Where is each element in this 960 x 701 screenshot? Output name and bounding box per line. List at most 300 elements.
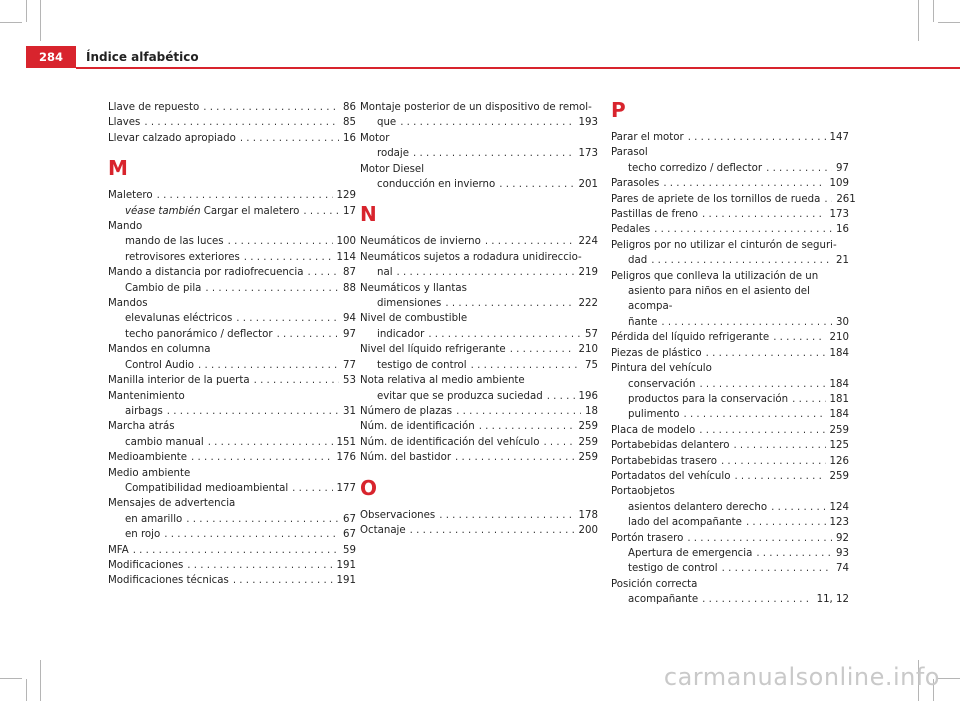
entry-heading: Mandos [108, 298, 148, 310]
entry-text [628, 592, 698, 607]
page-ref: 176 [336, 452, 356, 464]
entry-label: Cargar el maletero [203, 205, 300, 217]
index-entry [108, 204, 356, 219]
entry-heading: Nota relativa al medio ambiente [360, 375, 525, 387]
index-line [611, 192, 856, 207]
dot-leader [205, 281, 339, 296]
entry-text [628, 561, 718, 576]
index-entry [360, 146, 598, 161]
entry-text [360, 523, 406, 538]
index-entry [611, 407, 849, 422]
entry-text [108, 188, 153, 203]
index-entry [360, 234, 598, 249]
index-entry [108, 512, 356, 527]
index-line [108, 234, 356, 249]
index-entry [360, 373, 598, 388]
entry-text [377, 358, 467, 373]
entry-label: retrovisores exteriores [125, 251, 240, 263]
dot-leader [186, 512, 339, 527]
index-entry [108, 342, 356, 357]
entry-label: techo corredizo / deflector [628, 162, 763, 174]
index-entry [360, 311, 598, 326]
entry-label: Llevar calzado apropiado [108, 132, 236, 144]
dot-leader [445, 296, 574, 311]
page-ref: 129 [336, 190, 356, 202]
page-ref: 184 [829, 347, 849, 359]
section-letter: M [108, 156, 128, 181]
entry-text [108, 573, 229, 588]
index-column-3 [611, 98, 856, 608]
index-line [611, 346, 849, 361]
crop-mark [40, 0, 41, 41]
entry-text [125, 527, 160, 542]
page-ref: 85 [343, 117, 356, 129]
entry-text [628, 515, 742, 530]
entry-text [108, 131, 236, 146]
dot-leader [198, 358, 339, 373]
entry-heading: Motor [360, 132, 390, 144]
entry-label: Pérdida del líquido refrigerante [611, 332, 770, 344]
index-line [611, 469, 849, 484]
index-entry [108, 327, 356, 342]
entry-text [628, 407, 679, 422]
entry-label: ñante [628, 316, 658, 328]
entry-label: Núm. del bastidor [360, 452, 452, 464]
entry-label: Pares de apriete de los tornillos de rueda [611, 193, 821, 205]
index-line [108, 115, 356, 130]
index-line [611, 315, 849, 330]
entry-heading: Posición correcta [611, 578, 698, 590]
entry-text [628, 392, 788, 407]
index-entry [611, 346, 849, 361]
entry-label: Placa de modelo [611, 424, 696, 436]
index-entry [360, 162, 598, 177]
entry-label: Llave de repuesto [108, 102, 200, 113]
entry-text [628, 377, 695, 392]
index-entry [611, 207, 849, 222]
page-ref: 93 [836, 547, 849, 559]
index-entry [108, 188, 356, 203]
dot-leader [547, 389, 575, 404]
entry-text [108, 265, 303, 280]
index-entry [108, 131, 356, 146]
entry-label: Apertura de emergencia [628, 547, 753, 559]
page-ref: 97 [343, 328, 356, 340]
index-line [108, 204, 356, 219]
entry-text [360, 450, 451, 465]
entry-text [628, 546, 752, 561]
index-line [108, 358, 356, 373]
dot-leader [773, 330, 825, 345]
entry-text [628, 500, 767, 515]
index-line [360, 146, 598, 161]
index-entry [611, 438, 849, 453]
index-line [108, 327, 356, 342]
entry-text [125, 435, 204, 450]
page-number: 284 [26, 46, 76, 68]
entry-label: MFA [108, 544, 129, 556]
entry-text [611, 469, 730, 484]
dot-leader [254, 373, 339, 388]
page-ref: 181 [829, 393, 849, 405]
crop-mark [933, 0, 934, 22]
page-ref: 259 [578, 436, 598, 448]
see-also-label: véase también [125, 205, 201, 217]
index-line [360, 523, 598, 538]
index-entry [611, 377, 849, 392]
page-ref: 87 [343, 267, 356, 279]
entry-label: techo panorámico / deflector [125, 328, 273, 340]
page-title: Índice alfabético [86, 50, 199, 64]
entry-label: Parasoles [611, 178, 660, 190]
dot-leader [191, 450, 333, 465]
entry-text [108, 543, 129, 558]
entry-text [611, 192, 820, 207]
index-line [360, 234, 598, 249]
entry-heading: Parasol [611, 147, 648, 159]
entry-heading: Neumáticos y llantas [360, 282, 467, 294]
index-line [108, 558, 356, 573]
entry-text [628, 315, 657, 330]
crop-mark [0, 22, 22, 23]
entry-label: Manilla interior de la puerta [108, 375, 250, 387]
index-line [611, 253, 849, 268]
entry-label: Portabebidas trasero [611, 455, 717, 467]
page-ref: 18 [585, 405, 598, 417]
entry-label: asientos delantero derecho [628, 501, 768, 513]
entry-text [377, 146, 409, 161]
entry-text [125, 234, 224, 249]
section-letter: O [360, 475, 378, 500]
index-line [611, 176, 849, 191]
index-entry [360, 450, 598, 465]
entry-label: acompañante [628, 594, 699, 606]
crop-mark [918, 0, 919, 41]
page-ref: 210 [578, 344, 598, 356]
entry-label: Pastillas de freno [611, 209, 698, 221]
entry-text [628, 253, 647, 268]
index-entry [108, 466, 356, 481]
index-entry [108, 311, 356, 326]
entry-label: Pedales [611, 224, 651, 236]
index-entry [611, 145, 849, 160]
dot-leader [428, 327, 581, 342]
entry-text [360, 404, 452, 419]
entry-label: nal [377, 267, 393, 279]
page-ref: 259 [829, 470, 849, 482]
entry-text [611, 130, 684, 145]
page-ref: 193 [578, 117, 598, 129]
dot-leader [792, 392, 825, 407]
dot-leader [244, 250, 333, 265]
entry-label: conservación [628, 378, 696, 390]
index-entry [108, 358, 356, 373]
index-entry [611, 515, 849, 530]
entry-heading: Motor Diesel [360, 163, 425, 175]
entry-text [611, 346, 702, 361]
entry-label: Maletero [108, 190, 153, 202]
page-ref: 75 [585, 359, 598, 371]
index-entry [360, 250, 598, 281]
index-line [611, 592, 849, 607]
dot-leader [766, 161, 832, 176]
index-entry [611, 192, 856, 207]
index-entry [611, 577, 849, 592]
page-ref: 125 [829, 440, 849, 452]
page-ref: 261 [836, 193, 856, 205]
crop-mark [26, 679, 27, 701]
entry-text [108, 450, 187, 465]
dot-leader [203, 100, 339, 115]
index-entry [360, 404, 598, 419]
page-ref: 123 [829, 517, 849, 529]
dot-leader [688, 130, 826, 145]
entry-label: Portón trasero [611, 532, 684, 544]
entry-text [360, 342, 506, 357]
page-ref: 30 [836, 316, 849, 328]
entry-label: Número de plazas [360, 405, 453, 417]
index-line [611, 207, 849, 222]
entry-label: conducción en invierno [377, 179, 496, 191]
entry-label: Portadatos del vehículo [611, 470, 731, 482]
page-ref: 259 [578, 452, 598, 464]
entry-text [125, 250, 240, 265]
dot-leader [144, 115, 339, 130]
index-entry [611, 454, 849, 469]
index-entry [108, 265, 356, 280]
index-entry [611, 423, 849, 438]
entry-text [125, 481, 288, 496]
entry-label: Parar el motor [611, 132, 684, 143]
entry-text [360, 435, 539, 450]
entry-text [611, 454, 717, 469]
dot-leader [164, 527, 339, 542]
dot-leader [307, 265, 339, 280]
page-ref: 59 [343, 544, 356, 556]
entry-text [125, 311, 232, 326]
index-entry [108, 404, 356, 419]
entry-heading: Marcha atrás [108, 421, 175, 433]
dot-leader [240, 131, 339, 146]
entry-label: dad [628, 255, 648, 267]
dot-leader [400, 115, 574, 130]
index-line [360, 419, 598, 434]
dot-leader [228, 234, 333, 249]
dot-leader [651, 253, 832, 268]
dot-leader [303, 204, 339, 219]
index-line [611, 222, 849, 237]
index-entry [611, 546, 849, 561]
index-entry [108, 450, 356, 465]
entry-heading: Medio ambiente [108, 467, 191, 479]
entry-text [360, 234, 481, 249]
entry-label: que [377, 117, 397, 129]
page-ref: 173 [829, 209, 849, 221]
page-ref: 191 [336, 559, 356, 571]
index-entry [611, 330, 849, 345]
entry-label: airbags [125, 405, 163, 417]
index-line [611, 515, 849, 530]
entry-text [125, 281, 201, 296]
page-ref: 21 [836, 255, 849, 267]
dot-leader [722, 561, 832, 576]
index-line [360, 327, 598, 342]
dot-leader [699, 377, 825, 392]
index-line [108, 281, 356, 296]
page-ref: 31 [343, 405, 356, 417]
entry-text [611, 176, 659, 191]
entry-heading: Mandos en columna [108, 344, 211, 356]
index-entry [108, 219, 356, 234]
index-line [360, 177, 598, 192]
entry-heading: Portaobjetos [611, 486, 675, 498]
index-line [611, 377, 849, 392]
index-entry [360, 327, 598, 342]
index-line [360, 115, 598, 130]
index-entry [611, 361, 849, 376]
page-ref: 17 [343, 205, 356, 217]
index-line [108, 512, 356, 527]
entry-label: evitar que se produzca suciedad [377, 390, 543, 402]
index-line [108, 100, 356, 115]
dot-leader [661, 315, 832, 330]
crop-mark [0, 678, 22, 679]
entry-text [611, 222, 650, 237]
entry-label: testigo de control [628, 563, 718, 575]
index-line [108, 573, 356, 588]
dot-leader [455, 450, 575, 465]
page-ref: 16 [343, 132, 356, 144]
entry-label: Modificaciones [108, 559, 184, 571]
entry-heading: Mando [108, 221, 143, 233]
entry-text [377, 296, 441, 311]
dot-leader [706, 346, 826, 361]
index-entry [108, 527, 356, 542]
dot-leader [756, 546, 832, 561]
entry-heading: Mensajes de advertencia [108, 498, 236, 510]
index-entry [611, 561, 849, 576]
index-line [360, 404, 598, 419]
dot-leader [233, 573, 333, 588]
index-entry [611, 130, 849, 145]
index-entry [108, 496, 356, 511]
dot-leader [543, 435, 574, 450]
index-column-2 [360, 100, 598, 538]
dot-leader [687, 531, 832, 546]
index-line [360, 508, 598, 523]
index-line [108, 481, 356, 496]
index-line [611, 546, 849, 561]
page-ref: 88 [343, 282, 356, 294]
entry-text [108, 100, 199, 115]
entry-label: Compatibilidad medioambiental [125, 482, 289, 494]
entry-label: Llaves [108, 117, 141, 129]
entry-label: Neumáticos de invierno [360, 236, 481, 248]
index-entry [108, 281, 356, 296]
index-line [108, 265, 356, 280]
index-entry [611, 269, 849, 331]
index-entry [108, 558, 356, 573]
dot-leader [413, 146, 575, 161]
entry-label: en rojo [125, 529, 161, 541]
dot-leader [683, 407, 825, 422]
crop-mark [26, 0, 27, 22]
index-line [611, 438, 849, 453]
entry-heading: Neumáticos sujetos a rodadura unidireccio- [360, 251, 582, 263]
index-entry [108, 481, 356, 496]
entry-label: en amarillo [125, 513, 183, 525]
page-ref: 94 [343, 313, 356, 325]
entry-label: Portabebidas delantero [611, 440, 730, 452]
entry-label: rodaje [377, 148, 410, 160]
index-entry [360, 523, 598, 538]
entry-label: elevalunas eléctricos [125, 313, 233, 325]
entry-label: Nivel del líquido refrigerante [360, 344, 506, 356]
index-entry [108, 435, 356, 450]
entry-heading: Peligros que conlleva la utilización de un [611, 270, 819, 282]
dot-leader [771, 500, 825, 515]
index-entry [360, 100, 598, 131]
index-entry [611, 222, 849, 237]
index-line [108, 527, 356, 542]
entry-text [628, 161, 762, 176]
index-line [108, 450, 356, 465]
index-line [611, 454, 849, 469]
index-line [360, 358, 598, 373]
entry-label: indicador [377, 328, 425, 340]
index-entry [108, 100, 356, 115]
entry-label: lado del acompañante [628, 517, 742, 529]
index-entry [360, 281, 598, 296]
dot-leader [733, 438, 825, 453]
entry-text [125, 204, 299, 219]
entry-text [611, 423, 695, 438]
dot-leader [157, 188, 333, 203]
dot-leader [721, 454, 826, 469]
page-ref: 100 [336, 236, 356, 248]
dot-leader [654, 222, 832, 237]
index-entry [611, 392, 849, 407]
entry-text [108, 115, 140, 130]
index-entry [611, 176, 849, 191]
index-line [108, 435, 356, 450]
entry-label: Piezas de plástico [611, 347, 702, 359]
index-entry [611, 531, 849, 546]
index-column-1 [108, 100, 356, 589]
section-letter: N [360, 202, 377, 227]
index-line [108, 373, 356, 388]
section-letter: P [611, 98, 626, 122]
dot-leader [208, 435, 333, 450]
index-line [360, 265, 598, 280]
index-entry [611, 500, 849, 515]
entry-heading: Montaje posterior de un dispositivo de remol- [360, 102, 592, 113]
index-line [108, 250, 356, 265]
dot-leader [236, 311, 339, 326]
index-entry [360, 342, 598, 357]
entry-label: Cambio de pila [125, 282, 202, 294]
page-ref: 67 [343, 529, 356, 541]
index-entry [360, 419, 598, 434]
page-ref: 57 [585, 328, 598, 340]
crop-mark [938, 678, 960, 679]
entry-heading: Nivel de combustible [360, 313, 468, 325]
dot-leader [410, 523, 575, 538]
entry-heading-continued: asiento para niños en el asiento del acompa- [628, 286, 810, 313]
page-ref: 259 [578, 421, 598, 433]
page-ref: 126 [829, 455, 849, 467]
page-ref: 196 [578, 390, 598, 402]
